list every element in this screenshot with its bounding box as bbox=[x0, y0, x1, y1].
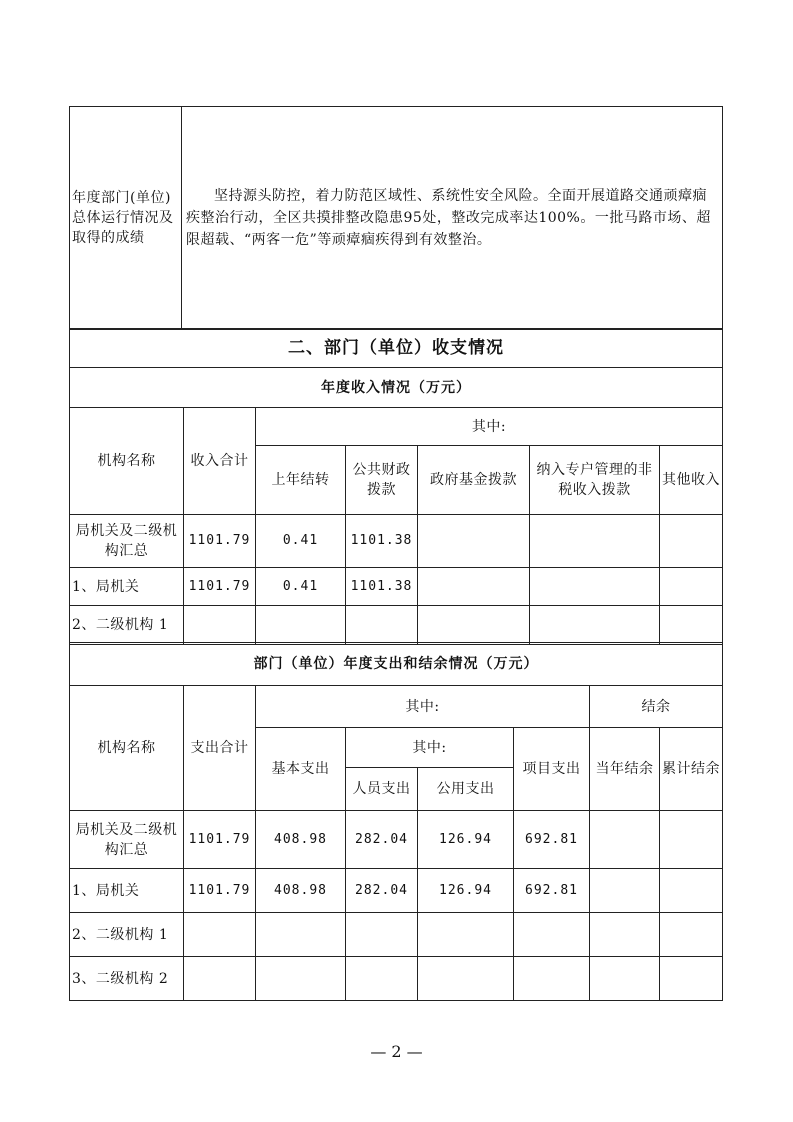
expense-project bbox=[514, 913, 590, 957]
income-org: 局机关及二级机构汇总 bbox=[70, 515, 184, 568]
expense-header-public-use: 公用支出 bbox=[418, 768, 514, 811]
expense-public-use: 126.94 bbox=[418, 811, 514, 869]
expense-basic: 408.98 bbox=[256, 811, 346, 869]
income-header-org: 机构名称 bbox=[70, 408, 184, 515]
expense-personnel: 282.04 bbox=[346, 869, 418, 913]
income-header-gov-fund: 政府基金拨款 bbox=[418, 446, 530, 515]
income-public-finance: 1101.38 bbox=[346, 568, 418, 606]
expense-total bbox=[184, 957, 256, 1001]
expense-header-of-which2: 其中: bbox=[346, 728, 514, 768]
expense-current-balance bbox=[590, 869, 660, 913]
expense-personnel bbox=[346, 957, 418, 1001]
income-header-last-year: 上年结转 bbox=[256, 446, 346, 515]
income-non-tax bbox=[530, 515, 660, 568]
income-non-tax bbox=[530, 568, 660, 606]
expense-public-use: 126.94 bbox=[418, 869, 514, 913]
expense-project bbox=[514, 957, 590, 1001]
expense-header-project: 项目支出 bbox=[514, 728, 590, 811]
expense-public-use bbox=[418, 957, 514, 1001]
income-non-tax bbox=[530, 606, 660, 645]
expense-title: 部门（单位）年度支出和结余情况（万元） bbox=[70, 643, 723, 686]
income-other bbox=[660, 515, 723, 568]
expense-basic bbox=[256, 957, 346, 1001]
expense-org: 局机关及二级机构汇总 bbox=[70, 811, 184, 869]
expense-public-use bbox=[418, 913, 514, 957]
expense-basic bbox=[256, 913, 346, 957]
expense-current-balance bbox=[590, 913, 660, 957]
overview-text: 坚持源头防控，着力防范区域性、系统性安全风险。全面开展道路交通顽瘴痼疾整治行动，全区共摸排整改隐患95处，整改完成率达100%。一批马路市场、超限超载、“两客一危”等顽瘴痼疾得到有效整治。 bbox=[182, 107, 723, 330]
section-title: 二、部门（单位）收支情况 bbox=[70, 329, 723, 368]
income-gov-fund bbox=[418, 606, 530, 645]
income-header-other: 其他收入 bbox=[660, 446, 723, 515]
expense-header-basic: 基本支出 bbox=[256, 728, 346, 811]
expense-org: 2、二级机构 1 bbox=[70, 913, 184, 957]
expense-org: 1、局机关 bbox=[70, 869, 184, 913]
income-other bbox=[660, 568, 723, 606]
table-row bbox=[70, 811, 723, 869]
income-title: 年度收入情况（万元） bbox=[70, 368, 723, 408]
page-number: — 2 — bbox=[370, 1042, 423, 1061]
expense-header-current-balance: 当年结余 bbox=[590, 728, 660, 811]
income-last-year bbox=[256, 606, 346, 645]
table-row bbox=[70, 869, 723, 913]
income-gov-fund bbox=[418, 515, 530, 568]
income-total bbox=[184, 606, 256, 645]
income-header-non-tax: 纳入专户管理的非税收入拨款 bbox=[530, 446, 660, 515]
expense-header-personnel: 人员支出 bbox=[346, 768, 418, 811]
income-gov-fund bbox=[418, 568, 530, 606]
income-public-finance bbox=[346, 606, 418, 645]
income-total: 1101.79 bbox=[184, 515, 256, 568]
expense-cumulative-balance bbox=[660, 957, 723, 1001]
income-org: 1、局机关 bbox=[70, 568, 184, 606]
income-other bbox=[660, 606, 723, 645]
expense-header-cumulative-balance: 累计结余 bbox=[660, 728, 723, 811]
table-row bbox=[70, 606, 723, 645]
expense-project: 692.81 bbox=[514, 869, 590, 913]
expense-project: 692.81 bbox=[514, 811, 590, 869]
expense-current-balance bbox=[590, 811, 660, 869]
expense-personnel bbox=[346, 913, 418, 957]
income-public-finance: 1101.38 bbox=[346, 515, 418, 568]
expense-basic: 408.98 bbox=[256, 869, 346, 913]
income-total: 1101.79 bbox=[184, 568, 256, 606]
expense-personnel: 282.04 bbox=[346, 811, 418, 869]
income-org: 2、二级机构 1 bbox=[70, 606, 184, 645]
table-row bbox=[70, 515, 723, 568]
expense-cumulative-balance bbox=[660, 811, 723, 869]
table-row bbox=[70, 913, 723, 957]
table-row bbox=[70, 957, 723, 1001]
income-table bbox=[69, 328, 723, 645]
table-row bbox=[70, 568, 723, 606]
expense-header-total: 支出合计 bbox=[184, 686, 256, 811]
expense-header-of-which: 其中: bbox=[256, 686, 590, 728]
income-header-total: 收入合计 bbox=[184, 408, 256, 515]
expense-current-balance bbox=[590, 957, 660, 1001]
expense-header-balance: 结余 bbox=[590, 686, 723, 728]
expense-cumulative-balance bbox=[660, 869, 723, 913]
income-last-year: 0.41 bbox=[256, 515, 346, 568]
expense-cumulative-balance bbox=[660, 913, 723, 957]
expense-total: 1101.79 bbox=[184, 811, 256, 869]
expense-header-org: 机构名称 bbox=[70, 686, 184, 811]
expense-table bbox=[69, 642, 723, 1001]
expense-total bbox=[184, 913, 256, 957]
overview-table bbox=[69, 106, 723, 330]
expense-org: 3、二级机构 2 bbox=[70, 957, 184, 1001]
expense-total: 1101.79 bbox=[184, 869, 256, 913]
overview-label: 年度部门(单位)总体运行情况及取得的成绩 bbox=[70, 107, 182, 330]
income-header-of-which: 其中: bbox=[256, 408, 723, 446]
overview-row bbox=[70, 107, 723, 330]
income-last-year: 0.41 bbox=[256, 568, 346, 606]
income-header-public-finance: 公共财政拨款 bbox=[346, 446, 418, 515]
